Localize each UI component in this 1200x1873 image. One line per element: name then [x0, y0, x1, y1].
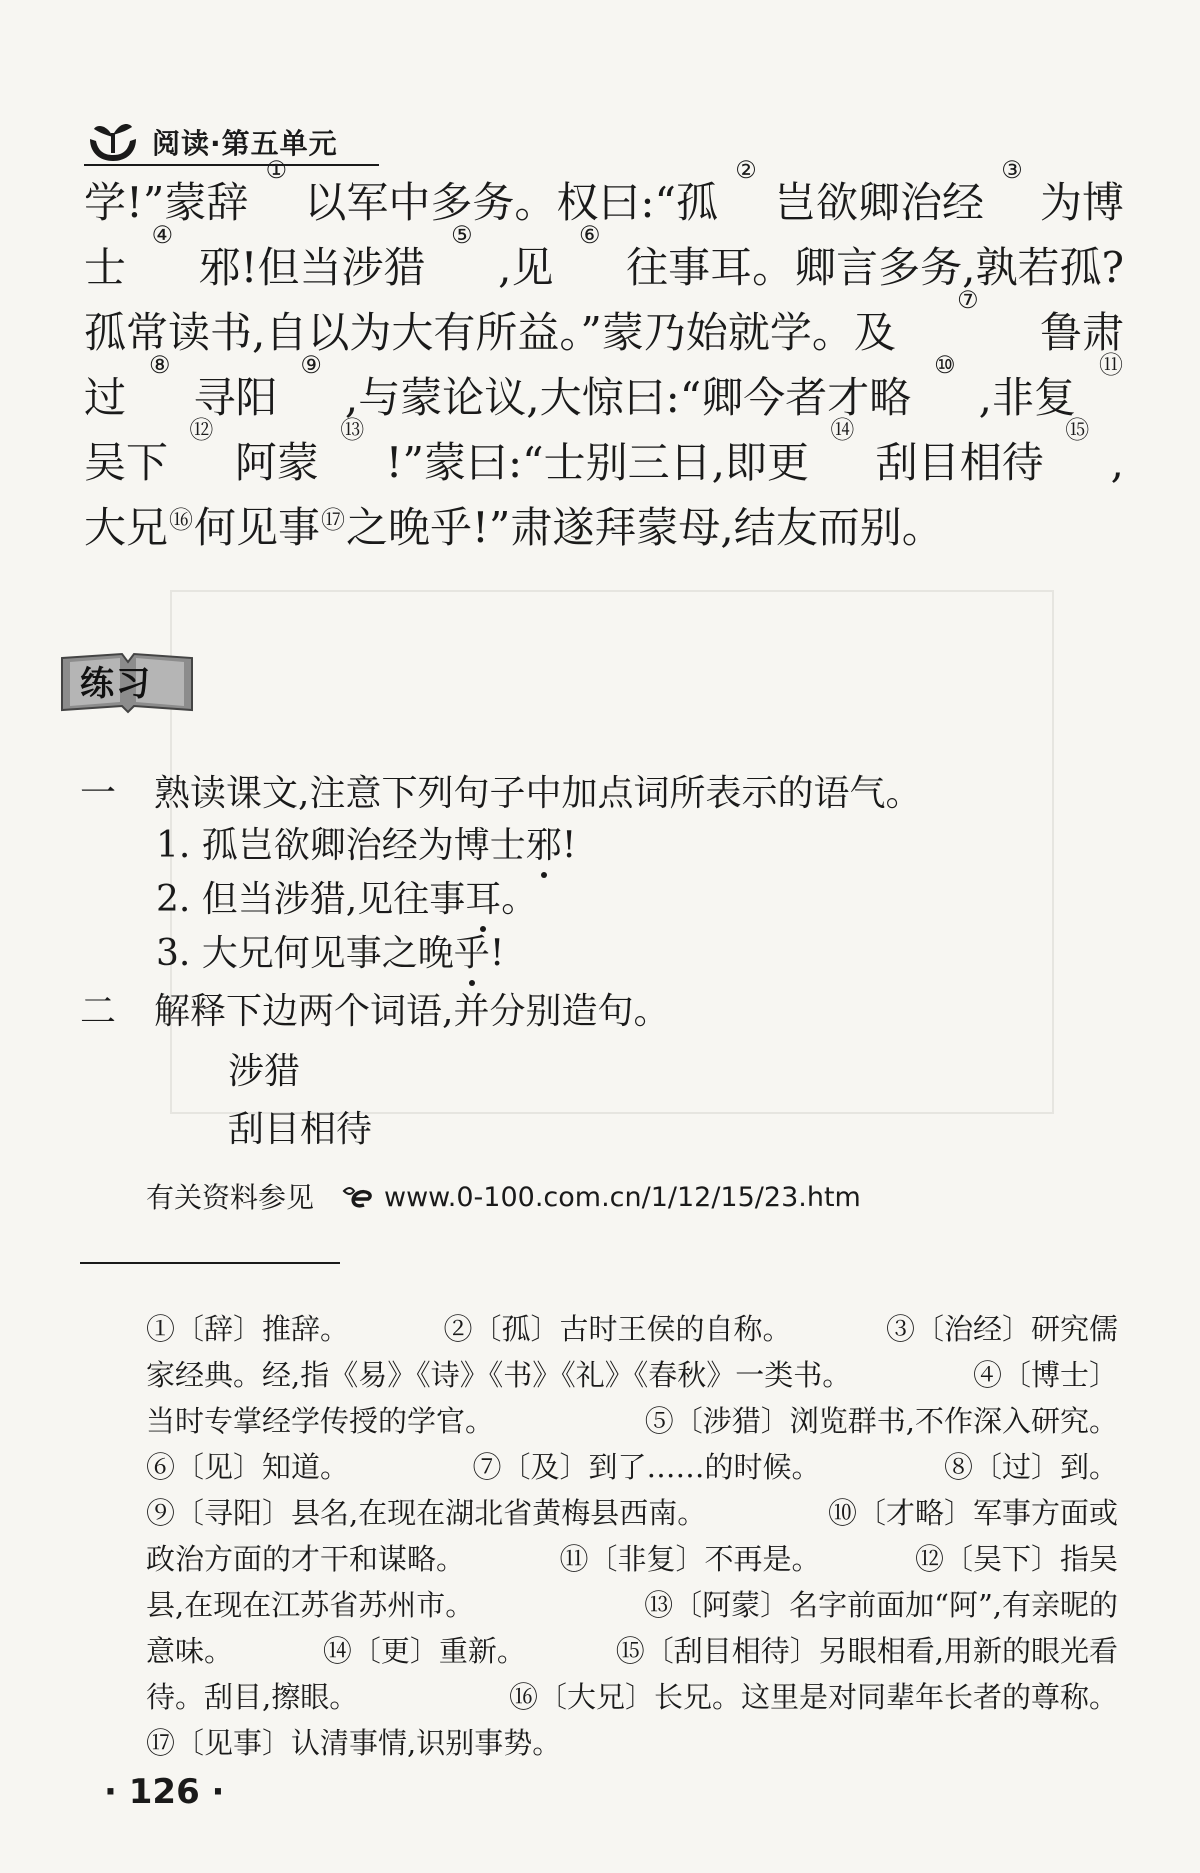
- header-title: 阅读·第五单元: [152, 127, 338, 160]
- question-number: 二: [80, 991, 117, 1032]
- footnote-line: 当时专掌经学传授的学官。 ⑤〔涉猎〕浏览群书,不作深入研究。: [146, 1404, 1118, 1438]
- footnotes: [146, 1306, 1118, 1766]
- text-line: 吴下 ⑫ 阿蒙 ⑬ !”蒙曰:“士别三日,即更 ⑭ 刮目相待 ⑮ ,: [84, 430, 1124, 495]
- emphasis-dot-word: 耳: [465, 872, 501, 928]
- footnote-marker: ⑮: [1065, 416, 1090, 444]
- footnote-marker: ③: [1001, 156, 1023, 184]
- reference-line: [146, 1178, 861, 1218]
- text-line: 学!”蒙辞 ① 以军中多务。权曰:“孤 ② 岂欲卿治经 ③ 为博: [84, 170, 1124, 235]
- question-number: 一: [80, 773, 117, 814]
- header-rule: [84, 164, 379, 166]
- exercise-item: 2. 但当涉猎,见往事耳。: [156, 872, 537, 928]
- footnote-marker: ①: [265, 156, 288, 184]
- footnote-marker: ⑩: [934, 351, 956, 379]
- footnote-line: ①〔辞〕推辞。 ②〔孤〕古时王侯的自称。 ③〔治经〕研究儒: [146, 1312, 1118, 1346]
- footnote-line: 意味。 ⑭〔更〕重新。 ⑮〔刮目相待〕另眼相看,用新的眼光看: [146, 1634, 1118, 1668]
- footnote-line: 待。刮目,擦眼。 ⑯〔大兄〕长兄。这里是对同辈年长者的尊称。: [146, 1680, 1118, 1714]
- footnote-marker: ⑬: [340, 416, 365, 444]
- footnote-marker: ⑨: [300, 351, 322, 379]
- footnote-marker: ⑯: [169, 506, 194, 534]
- footnote-line: ⑥〔见〕知道。 ⑦〔及〕到了……的时候。 ⑧〔过〕到。: [146, 1450, 1118, 1484]
- hands-sprout-icon: [84, 119, 142, 165]
- emphasis-dot-word: 邪: [526, 818, 562, 874]
- exercise-item: 1. 孤岂欲卿治经为博士邪!: [156, 818, 576, 874]
- exercise-item: 3. 大兄何见事之晚乎!: [156, 926, 504, 982]
- footnote-marker: ⑦: [957, 286, 979, 314]
- footnote-marker: ⑤: [451, 221, 473, 249]
- web-link-icon: [342, 1183, 376, 1213]
- text-line: 孤常读书,自以为大有所益。”蒙乃始就学。及 ⑦ 鲁肃: [84, 300, 1124, 365]
- exercise-title: 练习: [80, 664, 152, 704]
- text-line: 大兄⑯何见事⑰之晚乎!”肃遂拜蒙母,结友而别。: [84, 503, 944, 552]
- question-2-text: 解释下边两个词语,并分别造句。: [154, 991, 670, 1032]
- running-header: [84, 118, 338, 166]
- footnote-line: 家经典。经,指《易》《诗》《书》《礼》《春秋》一类书。 ④〔博士〕: [146, 1358, 1118, 1392]
- footnote-marker: ⑭: [830, 416, 855, 444]
- vocab-word: 刮目相待: [228, 1109, 373, 1150]
- question-1-text: 熟读课文,注意下列句子中加点词所表示的语气。: [154, 773, 922, 814]
- page-number: · 126 ·: [104, 1772, 225, 1812]
- footnote-marker: ⑧: [148, 351, 171, 379]
- footnote-marker: ②: [735, 156, 757, 184]
- reference-label: 有关资料参见: [146, 1181, 315, 1214]
- emphasis-dot-word: 乎: [454, 926, 490, 982]
- footnote-marker: ⑥: [579, 221, 601, 249]
- footnote-marker: ⑰: [321, 506, 346, 534]
- text-line: 过 ⑧ 寻阳 ⑨ ,与蒙论议,大惊曰:“卿今者才略 ⑩ ,非复 ⑪: [84, 365, 1124, 430]
- footnote-marker: ⑪: [1098, 351, 1123, 379]
- footnote-marker: ⑫: [189, 416, 214, 444]
- footnote-line: ⑰〔见事〕认清事情,识别事势。: [146, 1726, 562, 1760]
- reference-url[interactable]: www.0-100.com.cn/1/12/15/23.htm: [384, 1182, 861, 1213]
- footnote-line: ⑨〔寻阳〕县名,在现在湖北省黄梅县西南。 ⑩〔才略〕军事方面或: [146, 1496, 1118, 1530]
- vocab-word: 涉猎: [228, 1051, 301, 1092]
- footnote-line: 政治方面的才干和谋略。 ⑪〔非复〕不再是。 ⑫〔吴下〕指吴: [146, 1542, 1118, 1576]
- footnote-divider: [80, 1262, 340, 1264]
- text-line: 士 ④ 邪!但当涉猎 ⑤ ,见 ⑥ 往事耳。卿言多务,孰若孤?: [84, 235, 1124, 300]
- footnote-line: 县,在现在江苏省苏州市。 ⑬〔阿蒙〕名字前面加“阿”,有亲昵的: [146, 1588, 1118, 1622]
- lesson-text: [84, 156, 1124, 560]
- footnote-marker: ④: [151, 221, 174, 249]
